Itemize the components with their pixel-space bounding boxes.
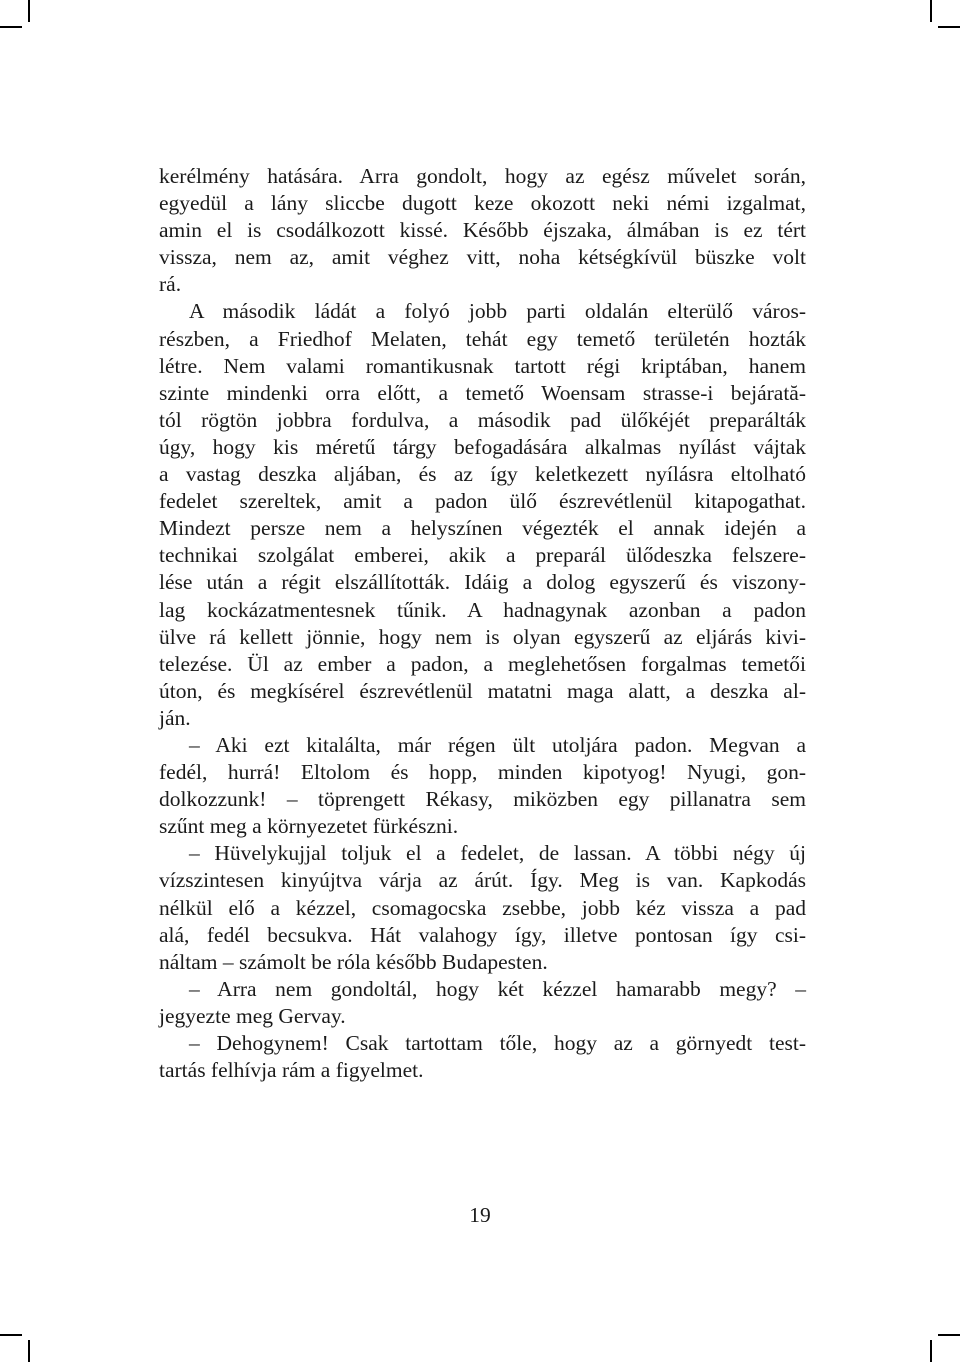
text-line: vízszintesen kinyújtva várja az árút. Így. Meg is van. Kapkodás <box>159 868 806 893</box>
text-line: technikai szolgálat emberei, akik a preparál ülődeszka felszere- <box>159 543 806 568</box>
text-line: ján. <box>159 705 191 730</box>
text-line: létre. Nem valami romantikusnak tartott régi kriptában, hanem <box>159 353 806 378</box>
text-line: tól rögtön jobbra fordulva, a második pad ülőkéjét preparálták <box>159 407 806 432</box>
crop-mark-bottom-left-h <box>0 1334 22 1336</box>
text-line: kerélmény hatására. Arra gondolt, hogy az egész művelet során, <box>159 164 806 188</box>
text-line: Mindezt persze nem a helyszínen végezték el annak idején a <box>159 516 806 541</box>
text-line: – Dehogynem! Csak tartottam tőle, hogy az a görnyedt test- <box>189 1031 806 1055</box>
text-line: tartás felhívja rám a figyelmet. <box>159 1058 424 1083</box>
text-line: úton, és megkísérel észrevétlenül matatni maga alatt, a deszka al- <box>159 678 806 703</box>
crop-mark-bottom-right-h <box>938 1334 960 1336</box>
text-line: amin el is csodálkozott kissé. Később éjszaka, álmában is ez tért <box>159 218 806 243</box>
text-line: szinte mindenki orra előtt, a temető Woensam strasse-i bejárată- <box>159 380 806 405</box>
text-line: rá. <box>159 272 182 297</box>
text-line: részben, a Friedhof Melaten, tehát egy temető területén hozták <box>159 326 806 351</box>
crop-mark-top-left-h <box>0 26 22 28</box>
text-line: lése után a régit elszállították. Idáig a dolog egyszerű és viszony- <box>159 570 806 595</box>
text-line: fedelet szereltek, amit a padon ülő észrevétlenül kitapogathat. <box>159 489 806 514</box>
body-text <box>159 163 806 1084</box>
crop-mark-bottom-right <box>930 1340 932 1362</box>
crop-mark-top-left <box>28 0 30 22</box>
text-line: vissza, nem az, amit véghez vitt, noha kétségkívül büszke volt <box>159 245 806 270</box>
text-line: egyedül a lány sliccbe dugott keze okozott neki némi izgalmat, <box>159 191 806 216</box>
text-line: náltam – számolt be róla később Budapesten. <box>159 949 548 974</box>
text-line: úgy, hogy kis méretű tárgy befogadására alkalmas nyílást vájtak <box>159 434 806 459</box>
text-line: dolkozzunk! – töprengett Rékasy, miközben egy pillanatra sem <box>159 787 806 812</box>
text-line: fedél, hurrá! Eltolom és hopp, minden kipotyog! Nyugi, gon- <box>159 760 806 785</box>
text-line: a vastag deszka aljában, és az így keletkezett nyílásra eltolható <box>159 462 806 487</box>
text-line: lag kockázatmentesnek tűnik. A hadnagynak azonban a padon <box>159 597 806 622</box>
crop-mark-top-right-h <box>938 26 960 28</box>
crop-mark-bottom-left <box>28 1340 30 1362</box>
text-line: jegyezte meg Gervay. <box>159 1003 346 1028</box>
text-line: telezése. Ül az ember a padon, a meglehetősen forgalmas temetői <box>159 651 806 676</box>
page-number: 19 <box>469 1203 491 1227</box>
text-line: – Aki ezt kitalálta, már régen ült utoljára padon. Megvan a <box>189 732 806 757</box>
text-line: szűnt meg a környezetet fürkészni. <box>159 814 459 839</box>
text-line: – Hüvelykujjal toljuk el a fedelet, de lassan. A többi négy új <box>189 841 806 866</box>
text-line: alá, fedél becsukva. Hát valahogy így, illetve pontosan így csi- <box>159 922 806 947</box>
text-line: A második ládát a folyó jobb parti oldalán elterülő város- <box>189 299 806 324</box>
text-line: – Arra nem gondoltál, hogy két kézzel hamarabb megy? – <box>189 976 806 1001</box>
text-line: ülve rá kellett jönnie, hogy nem is olyan egyszerű az eljárás kivi- <box>159 624 806 649</box>
text-line: nélkül elő a kézzel, csomagocska zsebbe, jobb kéz vissza a pad <box>159 895 806 920</box>
crop-mark-top-right <box>930 0 932 22</box>
